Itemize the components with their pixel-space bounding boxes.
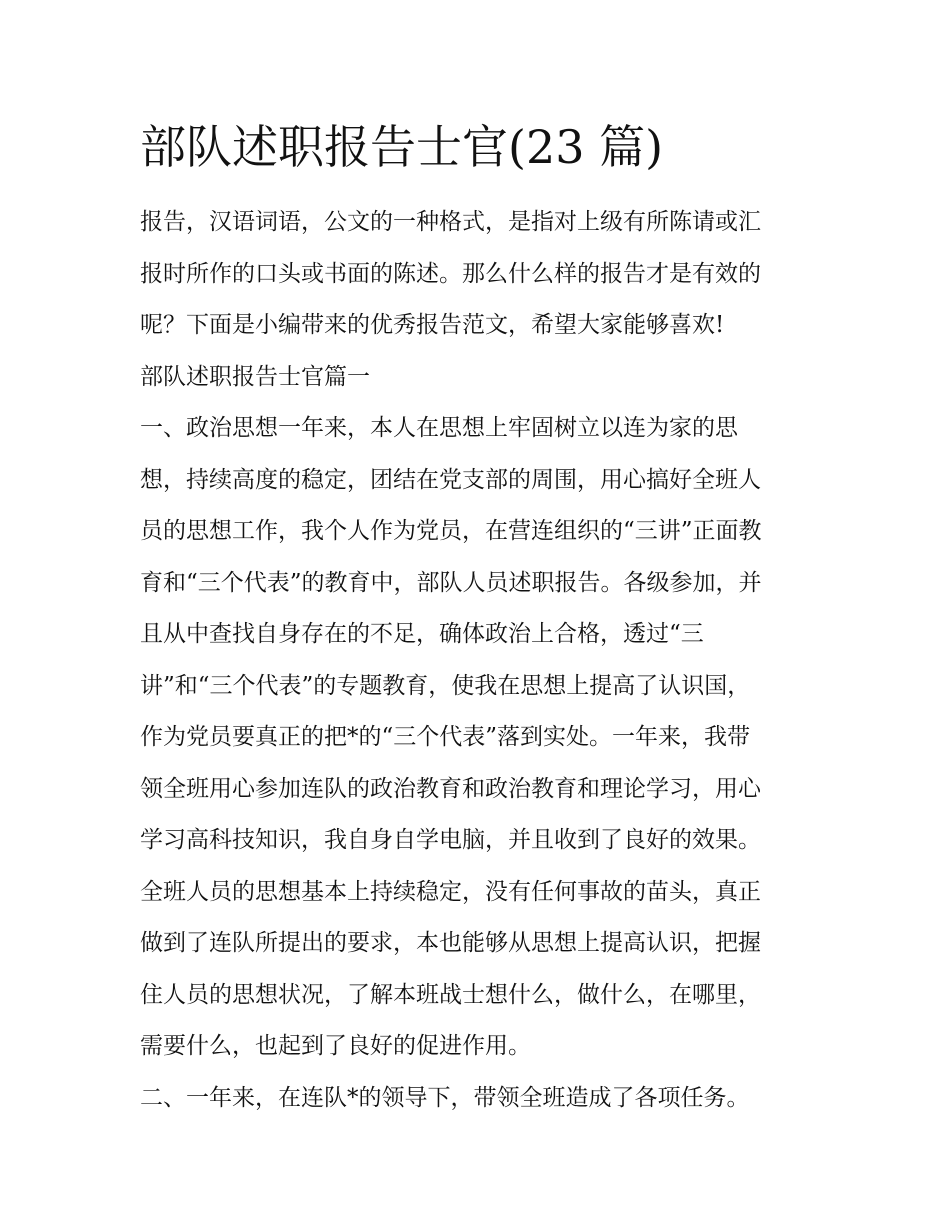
document-body xyxy=(140,197,820,1124)
body-line: 二、一年来，在连队*的领导下，带领全班造成了各项任务。 xyxy=(140,1084,750,1111)
body-line: 员的思想工作，我个人作为党员，在营连组织的“三讲”正面教 xyxy=(140,518,762,544)
body-line: 想，持续高度的稳定，团结在党支部的周围，用心搞好全班人 xyxy=(140,466,761,493)
document-title: 部队述职报告士官(23 篇) xyxy=(140,120,664,174)
body-line: 报告，汉语词语，公文的一种格式，是指对上级有所陈请或汇 xyxy=(140,209,761,235)
body-line: 需要什么，也起到了良好的促进作用。 xyxy=(140,1033,531,1059)
body-line: 作为党员要真正的把*的“三个代表”落到实处。一年来，我带 xyxy=(140,724,751,750)
section-heading: 部队述职报告士官篇一 xyxy=(140,363,370,390)
body-line: 报时所作的口头或书面的陈述。那么什么样的报告才是有效的 xyxy=(140,260,761,287)
body-line: 学习高科技知识，我自身自学电脑，并且收到了良好的效果。 xyxy=(140,827,761,853)
body-line: 领全班用心参加连队的政治教育和政治教育和理论学习，用心 xyxy=(140,775,761,802)
body-line: 住人员的思想状况，了解本班战士想什么，做什么，在哪里， xyxy=(140,981,761,1008)
body-line: 全班人员的思想基本上持续稳定，没有任何事故的苗头，真正 xyxy=(140,878,761,905)
body-line: 且从中查找自身存在的不足，确体政治上合格，透过“三 xyxy=(140,621,704,647)
body-line: 做到了连队所提出的要求，本也能够从思想上提高认识，把握 xyxy=(140,930,761,956)
body-line: 一、政治思想一年来，本人在思想上牢固树立以连为家的思 xyxy=(140,415,738,441)
body-line: 讲”和“三个代表”的专题教育，使我在思想上提高了认识国， xyxy=(140,672,751,699)
body-line: 育和“三个代表”的教育中，部队人员述职报告。各级参加，并 xyxy=(140,569,762,596)
body-line: 呢？下面是小编带来的优秀报告范文，希望大家能够喜欢! xyxy=(140,312,725,338)
